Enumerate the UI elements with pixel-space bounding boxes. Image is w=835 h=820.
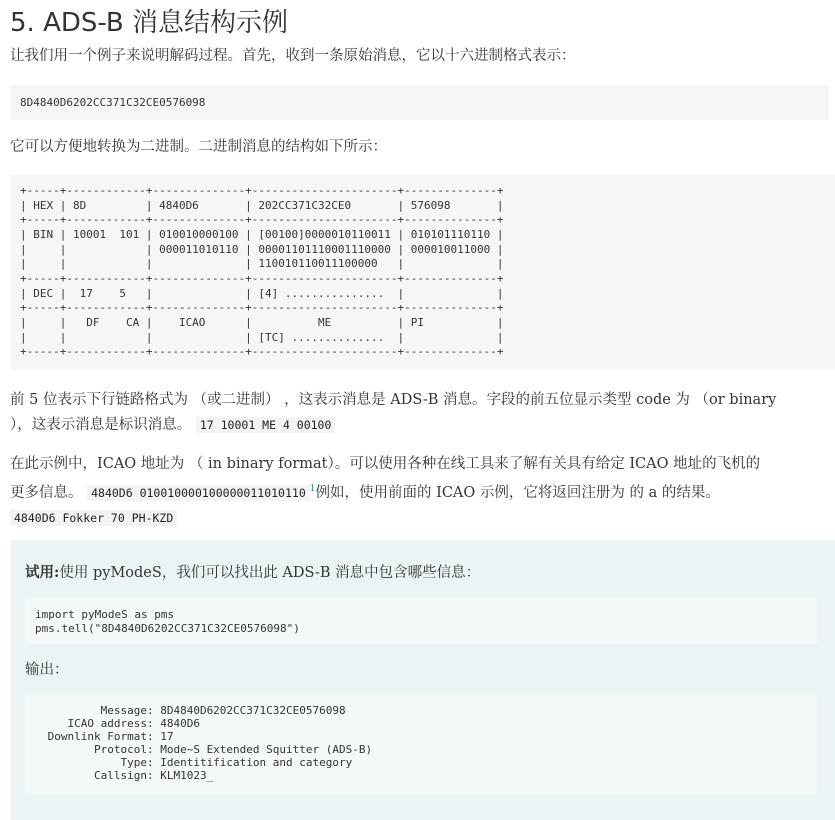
table-line: +-----+------------+--------------+----------------------+--------------+ [20, 345, 504, 359]
message-structure-table [10, 175, 835, 370]
code-line: import pyModeS as pms [35, 608, 175, 621]
icao-binary-code: 4840D6 010010000100000011010110 [87, 485, 310, 501]
output-line: Downlink Format: 17 [47, 729, 174, 743]
table-line: +-----+------------+--------------+----------------------+--------------+ [20, 301, 504, 315]
output-line: Callsign: KLM1023_ [41, 768, 214, 782]
try-text: 使用 pyModeS，我们可以找出此 ADS-B 消息中包含哪些信息： [59, 565, 481, 581]
output-block [25, 695, 817, 794]
hex-message-block: 8D4840D6202CC371C32CE0576098 [10, 85, 829, 120]
table-line: | HEX | 8D | 4840D6 | 202CC371C32CE0 | 576098 | [20, 198, 504, 212]
table-line: | | | | 110010110011100000 | | [20, 257, 504, 271]
intro-paragraph: 让我们用一个例子来说明解码过程。首先，收到一条原始消息，它以十六进制格式表示： [10, 48, 576, 64]
binary-intro-paragraph: 它可以方便地转换为二进制。二进制消息的结构如下所示： [10, 139, 387, 155]
para4-text2: 更多信息。 [10, 484, 83, 501]
code-block [25, 598, 817, 644]
icao-paragraph [10, 452, 833, 531]
output-line: Type: Identitification and category [120, 755, 353, 769]
para4-text1: 在此示例中，ICAO 地址为 （ in binary format）。可以使用各种在线工具来了解有关具有给定 ICAO 地址的飞机的 [10, 456, 761, 472]
try-label: 试用: [25, 564, 60, 581]
para3-text1: 前 5 位表示下行链路格式为 （或二进制） ，这表示消息是 ADS-B 消息。字段的前五位显示类型 code 为 （or binary [10, 392, 777, 408]
table-line: +-----+------------+--------------+----------------------+--------------+ [20, 184, 504, 197]
try-it-box [11, 540, 835, 820]
output-line: Message: 8D4840D6202CC371C32CE0576098 [100, 704, 346, 717]
table-line: +-----+------------+--------------+----------------------+--------------+ [20, 271, 504, 285]
output-line: Protocol: Mode~S Extended Squitter (ADS-B) [93, 742, 373, 756]
registration-code: 4840D6 Fokker 70 PH-KZD [10, 510, 177, 526]
table-line: | DEC | 17 5 | | [4] ............... | | [20, 286, 504, 300]
section-heading: 5. ADS-B 消息结构示例 [10, 8, 288, 38]
para3-text2: ），这表示消息是标识消息。 [10, 417, 192, 433]
table-line: | | | | [TC] .............. | | [20, 330, 504, 344]
df-code: 17 10001 ME 4 00100 [196, 417, 336, 433]
downlink-format-paragraph [10, 388, 833, 438]
code-line: pms.tell("8D4840D6202CC371C32CE0576098") [35, 621, 300, 635]
output-label: 输出： [25, 662, 69, 678]
table-line: | | DF CA | ICAO | ME | PI | [20, 315, 504, 329]
table-line: +-----+------------+--------------+----------------------+--------------+ [20, 213, 504, 227]
try-it-paragraph [25, 560, 480, 586]
output-line: ICAO address: 4840D6 [67, 716, 200, 730]
footnote-link[interactable]: 1 [309, 484, 316, 494]
table-line: | BIN | 10001 101 | 010010000100 | [00100]0000010110011 | 010101110110 | [20, 227, 504, 241]
para4-text3: 例如，使用前面的 ICAO 示例，它将返回注册为 的 a 的结果。 [315, 484, 720, 501]
table-line: | | | 000011010110 | 00001101110001110000 | 000010011000 | [20, 242, 504, 256]
